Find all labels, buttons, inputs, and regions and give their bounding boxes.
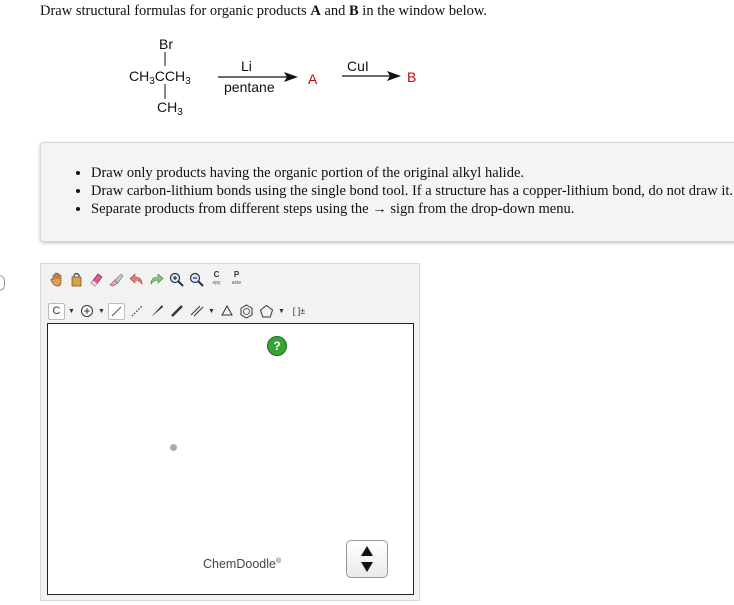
product-b: B <box>407 69 417 85</box>
help-button[interactable]: ? <box>267 336 287 356</box>
arrow2-head <box>387 71 401 81</box>
instruction-item: • Draw only products having the organic portion of the original alkyl halide. <box>91 164 734 182</box>
single-bond-icon[interactable] <box>108 303 125 320</box>
instruction-item: • Separate products from different steps using the → sign from the drop-down menu. <box>91 200 734 218</box>
canvas-dot <box>170 444 177 451</box>
main-chain-label: $CH_3CCH_3$ <box>129 68 191 87</box>
chevron-down-icon[interactable]: ▼ <box>208 307 215 315</box>
hand-icon[interactable] <box>48 271 65 288</box>
arrow1-head <box>284 72 298 82</box>
reagent-cui: CuI <box>347 58 369 74</box>
instruction-item: • Draw carbon-lithium bonds using the single bond tool. If a structure has a copper-lithium bond, do not draw it. <box>91 182 734 200</box>
lasso-icon[interactable] <box>68 271 85 288</box>
zoom-out-icon[interactable] <box>188 271 205 288</box>
bold-bond-icon[interactable] <box>168 303 185 320</box>
reagent-li: Li <box>241 58 252 74</box>
up-down-control[interactable] <box>346 540 388 578</box>
side-handle[interactable] <box>0 275 5 291</box>
question-text: Draw structural formulas for organic products A and B in the window below. <box>40 3 488 19</box>
toolbar-bottom <box>48 300 310 322</box>
clear-icon[interactable] <box>108 271 125 288</box>
bromine-label: Br <box>159 36 173 52</box>
benzene-ring-icon[interactable] <box>238 303 255 320</box>
cyclopentane-ring-icon[interactable] <box>258 303 275 320</box>
redo-icon[interactable] <box>148 271 165 288</box>
dashed-bond-icon[interactable] <box>128 303 145 320</box>
double-bond-icon[interactable] <box>188 303 205 320</box>
wedge-bond-icon[interactable] <box>148 303 165 320</box>
chemdoodle-brand: ChemDoodle® <box>203 557 282 571</box>
element-selector[interactable]: C <box>48 303 65 320</box>
reagent-pentane: pentane <box>224 79 275 95</box>
charge-plus-icon[interactable] <box>78 303 95 320</box>
toolbar-top <box>48 268 245 290</box>
instructions-panel <box>40 142 734 242</box>
cyclopropane-ring-icon[interactable] <box>218 303 235 320</box>
methyl-label: $CH_3$ <box>157 99 183 118</box>
chevron-down-icon[interactable]: ▼ <box>278 307 285 315</box>
zoom-in-icon[interactable] <box>168 271 185 288</box>
paste-button[interactable]: P aste <box>231 270 242 286</box>
product-a: A <box>308 71 318 87</box>
copy-button[interactable]: C opy <box>212 270 221 286</box>
chevron-down-icon[interactable]: ▼ <box>68 307 75 315</box>
bracket-tool[interactable]: [ ]± <box>292 306 306 316</box>
chevron-down-icon[interactable]: ▼ <box>98 307 105 315</box>
up-down-arrows-icon <box>359 544 375 574</box>
undo-icon[interactable] <box>128 271 145 288</box>
eraser-icon[interactable] <box>88 271 105 288</box>
